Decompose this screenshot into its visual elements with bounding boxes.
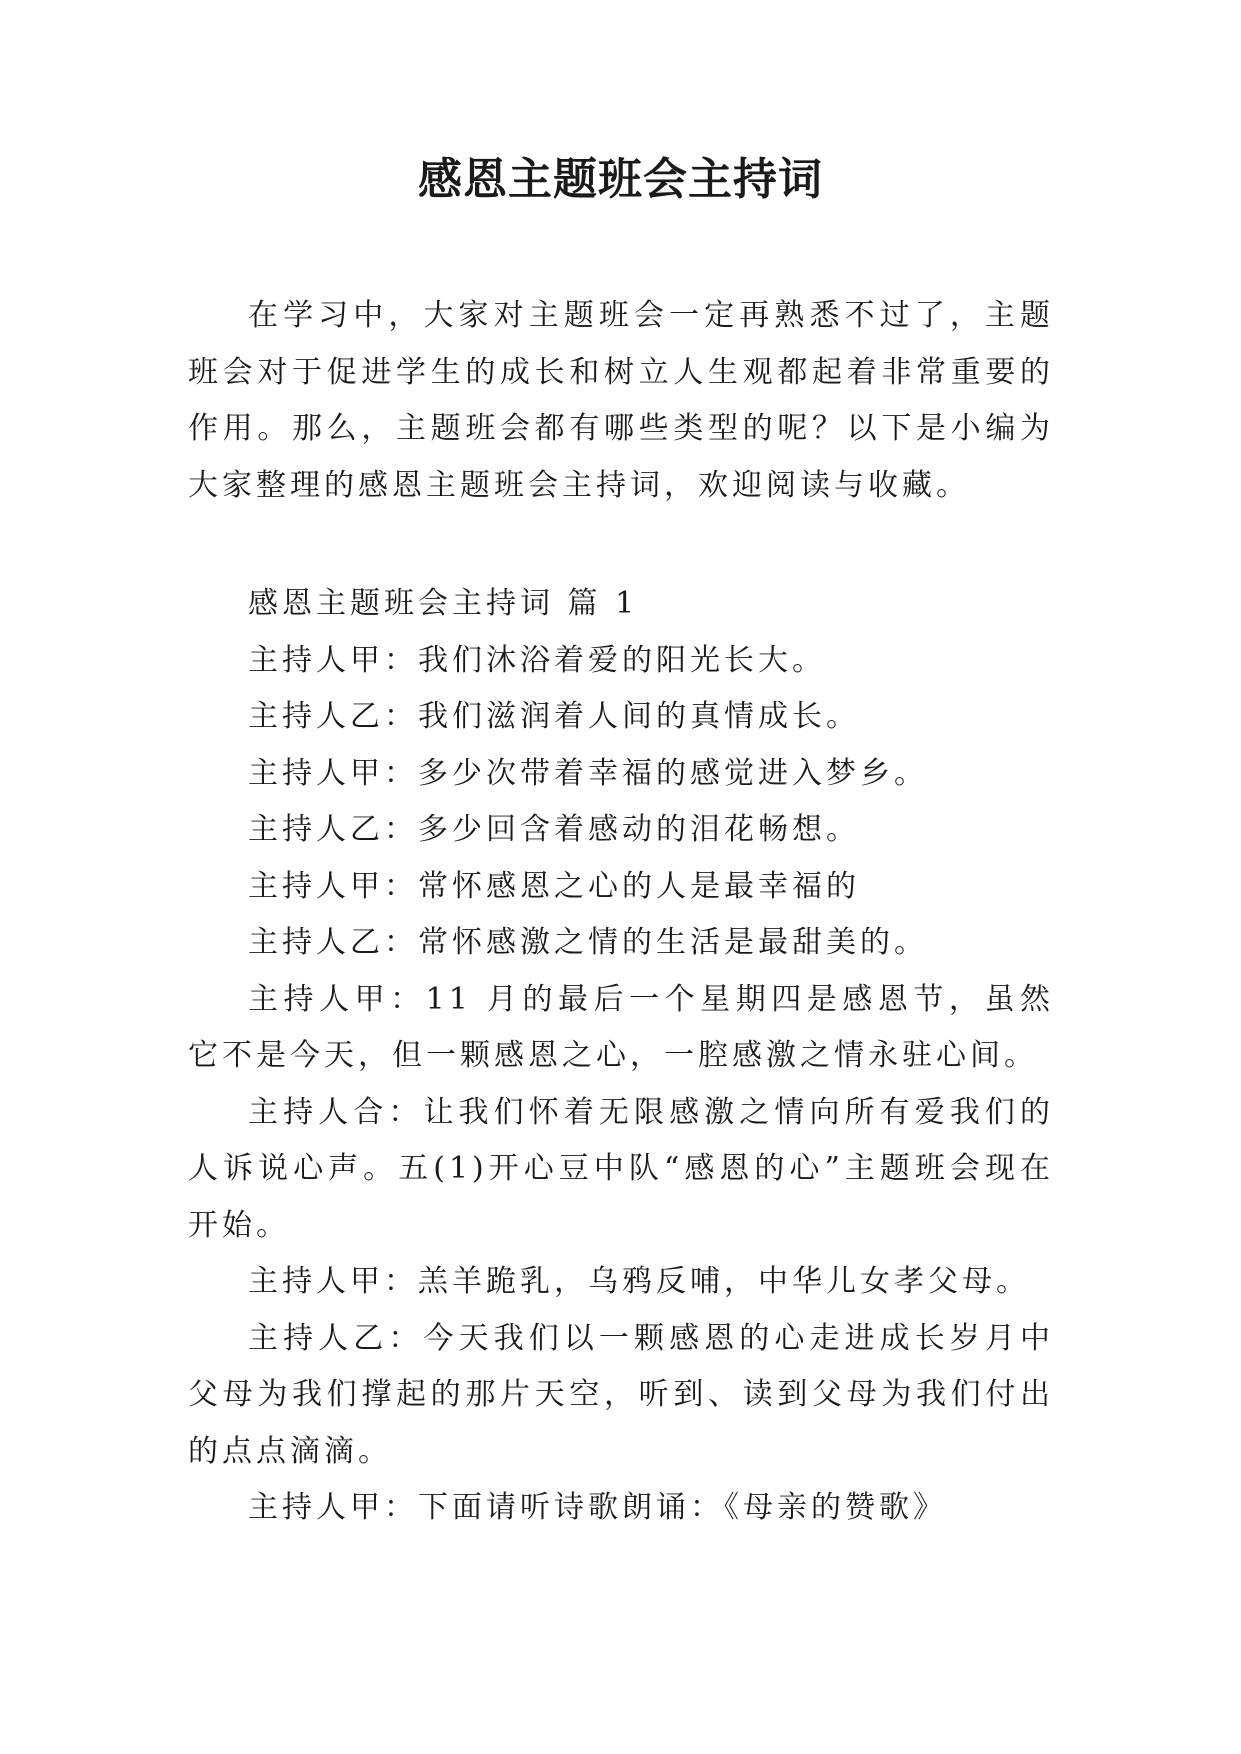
script-line: 主持人甲：11 月的最后一个星期四是感恩节，虽然它不是今天，但一颗感恩之心，一腔感激之情永驻心间。 [188, 981, 1054, 1073]
script-line: 主持人合：让我们怀着无限感激之情向所有爱我们的人诉说心声。五(1)开心豆中队“感恩的心”主题班会现在开始。 [188, 1094, 1054, 1243]
paragraph-spacer [188, 514, 1054, 576]
script-line: 主持人甲：我们沐浴着爱的阳光长大。 [248, 642, 826, 678]
script-line: 主持人乙：我们滋润着人间的真情成长。 [248, 699, 860, 734]
script-line: 主持人乙：多少回含着感动的泪花畅想。 [248, 812, 860, 847]
script-line: 主持人乙：常怀感激之情的生活是最甜美的。 [248, 925, 928, 960]
section-heading: 感恩主题班会主持词 篇 1 [248, 586, 639, 621]
document-body [188, 288, 1054, 1537]
script-line: 主持人甲：多少次带着幸福的感觉进入梦乡。 [248, 755, 928, 791]
script-line: 主持人甲：羔羊跪乳，乌鸦反哺，中华儿女孝父母。 [248, 1264, 1030, 1299]
intro-paragraph: 在学习中，大家对主题班会一定再熟悉不过了，主题班会对于促进学生的成长和树立人生观都起着非常重要的作用。那么，主题班会都有哪些类型的呢？以下是小编为大家整理的感恩主题班会主持词，欢迎阅读与收藏。 [188, 298, 1054, 503]
script-line: 主持人甲：下面请听诗歌朗诵：《母亲的赞歌》 [248, 1490, 947, 1525]
document-title: 感恩主题班会主持词 [418, 154, 823, 205]
script-line: 主持人乙：今天我们以一颗感恩的心走进成长岁月中父母为我们撑起的那片天空，听到、读到父母为我们付出的点点滴滴。 [188, 1320, 1054, 1469]
script-line: 主持人甲：常怀感恩之心的人是最幸福的 [248, 868, 860, 904]
